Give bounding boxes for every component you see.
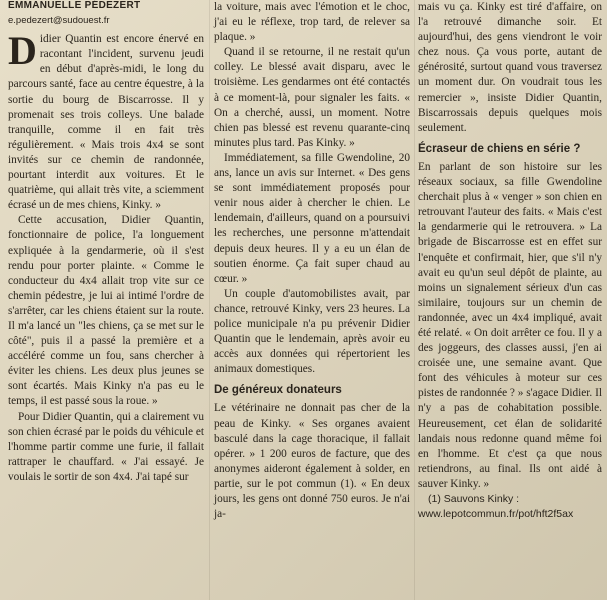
paragraph: Un couple d'automobilistes avait, par chance, retrouvé Kinky, vers 23 heures. La police municipale n'a pu prévenir Didier Quantin que le lendemain, après avoir eu accès aux données qui répertorient les animaux domestiques. (214, 287, 410, 376)
lead-paragraph (8, 28, 204, 213)
paragraph: la voiture, mais avec l'émotion et le choc, j'ai eu le réflexe, trop tard, de relever sa plaque. » (214, 1, 410, 44)
column-divider (209, 0, 210, 600)
article-column-1 (8, 0, 204, 600)
paragraph: Quand il se retourne, il ne restait qu'un colley. Le blessé avait disparu, avec le troisième. Les gendarmes ont été contactés à ce moment-là, pour signaler les faits. « On a cherché, aussi, un moment. Notre chien pas blessé est revenu quarante-cinq minutes plus tard. Pas Kinky. » (214, 46, 410, 149)
article-column-2 (214, 0, 410, 600)
paragraph: Le vétérinaire ne donnait pas cher de la peau de Kinky. « Ses organes avaient basculé dans la cage thoracique, il fallait opérer. » 1 200 euros de facture, que des anonymes aideront également à solder, en partie, sur le pot commun (1). « En deux jours, les gens ont donné 750 euros. Je n'ai ja- (214, 402, 410, 521)
section-subheading: De généreux donateurs (214, 384, 342, 397)
footnote (418, 492, 602, 522)
article-column-3 (418, 0, 602, 600)
lead-text: idier Quantin est encore énervé en racontant l'incident, survenu jeudi en début d'après-midi, le long du parcours santé, face au centre équestre, à la sortie du bourg de Biscarrosse. Il y promenait ses trois colleys. Une balade tranquille, comme il en fait très régulièrement. « Mais trois 4x4 se sont invités sur ce chemin de randonnée, pourtant interdit aux voitures. Et le quatrième, qui allait très vite, a sciemment écrasé un de mes chiens, Kinky. » (8, 33, 204, 212)
paragraph: Immédiatement, sa fille Gwendoline, 20 ans, lance un avis sur Internet. « Des gens se sont immédiatement proposés pour venir nous aider à chercher le chien. Le lendemain, d'ailleurs, quand on a poursuivi les recherches, une personne m'attendait depuis deux heures. Il y a eu un élan de soutien énorme. Ça fait super chaud au cœur. » (214, 151, 410, 285)
author-name: EMMANUELLE PÉDEZERT (8, 0, 141, 11)
footnote-label: (1) Sauvons Kinky : (428, 493, 520, 505)
column-divider (414, 0, 415, 600)
paragraph: mais vu ça. Kinky est tiré d'affaire, on l'a retrouvé dimanche soir. Et aujourd'hui, des gens viendront le voir chez nous. Ça vous porte, autant de générosité, surtout quand vous traversez un moment dur. On voudrait tous les remercier », insiste Didier Quantin, Biscarrossais depuis quelques mois seulement. (418, 1, 602, 134)
paragraph: Cette accusation, Didier Quantin, fonctionnaire de police, l'a longuement expliquée à la gendarmerie, où il s'est rendu pour porter plainte. « Comme le conducteur du 4x4 allait trop vite sur ce chemin pédestre, je lui ai intimé l'ordre de s'arrêter, car les chiens étaient sur la route. Il m'a lancé un "les chiens, ça se met sur le côté", puis il a passé la première et a accéléré comme un fou, sans chercher à éviter les chiens. Les deux plus jeunes se sont écartés. Mais Kinky n'a pas eu le temps, il est passé sous la roue. » (8, 214, 204, 408)
paragraph: En parlant de son histoire sur les réseaux sociaux, sa fille Gwendoline cherchait plus à « venger » son chien en retrouvant l'auteur des faits. « Mais c'est la gendarmerie qui le retrouvera. » La brigade de Biscarrosse est en effet sur l'enquête et confirmait, hier, que s'il n'y avait eu qu'un seul dépôt de plainte, au moins un signalement sérieux d'un cas similaire, toujours sur un chemin de randonnée, avec un 4x4 impliqué, avait été relaté. « On doit arrêter ce fou. Il y a des joggeurs, des classes aussi, j'en ai croisée une, une semaine avant. Que font des véhicules à moteur sur ces pistes de randonnée ? » s'agace Didier. Il n'y a pas de cohabitation possible. Heureusement, cet élan de solidarité landais nous redonne quand même foi en l'homme. Et c'est ça que nous retiendrons, au final. Ils ont aidé à sauver Kinky. » (418, 160, 602, 490)
drop-cap: D (8, 28, 37, 74)
section-subheading: Écraseur de chiens en série ? (418, 142, 581, 155)
footnote-url: www.lepotcommun.fr/pot/hft2f5ax (418, 508, 574, 521)
author-email: e.pedezert@sudouest.fr (8, 15, 110, 27)
paragraph: Pour Didier Quantin, qui a clairement vu son chien écrasé par le poids du véhicule et l'homme partir comme une furie, il fallait rattraper le chauffard. « J'ai essayé. Je voulais le sortir de son 4x4. J'ai tapé sur (8, 410, 204, 483)
